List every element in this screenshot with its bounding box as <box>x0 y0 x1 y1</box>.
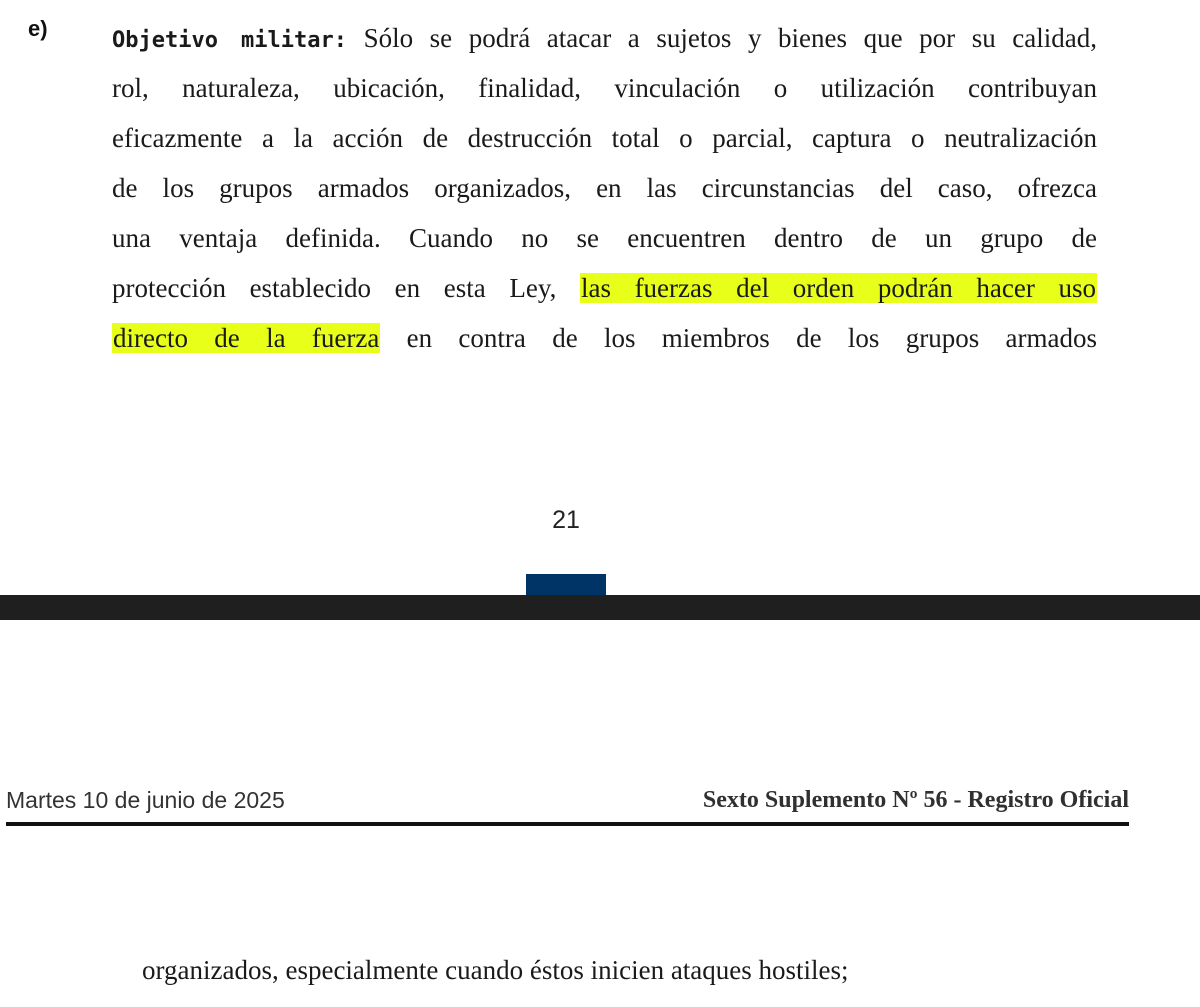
paragraph-line-2: rol, naturaleza, ubicación, finalidad, vinculación o utilización contribuyan <box>112 73 1097 103</box>
paragraph-line-6-text: protección establecido en esta Ley, <box>112 273 557 303</box>
continuation-text: organizados, especialmente cuando éstos inicien ataques hostiles; <box>142 955 849 985</box>
term-label: Objetivo militar: <box>112 28 347 53</box>
paragraph-line-6 <box>112 263 1097 313</box>
paragraph-line-5: una ventaja definida. Cuando no se encuentren dentro de un grupo de <box>112 223 1097 253</box>
legal-paragraph <box>112 13 1097 363</box>
paragraph-line-1-text: Sólo se podrá atacar a sujetos y bienes que por su calidad, <box>363 23 1097 53</box>
page-tab-marker <box>526 574 606 595</box>
list-item-letter: e) <box>28 16 48 41</box>
paragraph-line-3: eficazmente a la acción de destrucción total o parcial, captura o neutralización <box>112 123 1097 153</box>
running-header-date: Martes 10 de junio de 2025 <box>6 787 285 813</box>
paragraph-line-7-text: en contra de los miembros de los grupos armados <box>406 323 1097 353</box>
page-number: 21 <box>552 506 580 534</box>
running-header-publication: Sexto Suplemento Nº 56 - Registro Oficial <box>702 787 1129 813</box>
header-rule <box>6 822 1129 826</box>
highlighted-text-continued: directo de la fuerza <box>113 323 380 353</box>
highlighted-text: las fuerzas del orden podrán hacer uso <box>580 273 1097 303</box>
paragraph-line-1 <box>112 13 1097 63</box>
paragraph-line-4: de los grupos armados organizados, en las circunstancias del caso, ofrezca <box>112 173 1097 203</box>
page-divider-bar <box>0 595 1200 620</box>
paragraph-line-7 <box>112 313 1097 363</box>
